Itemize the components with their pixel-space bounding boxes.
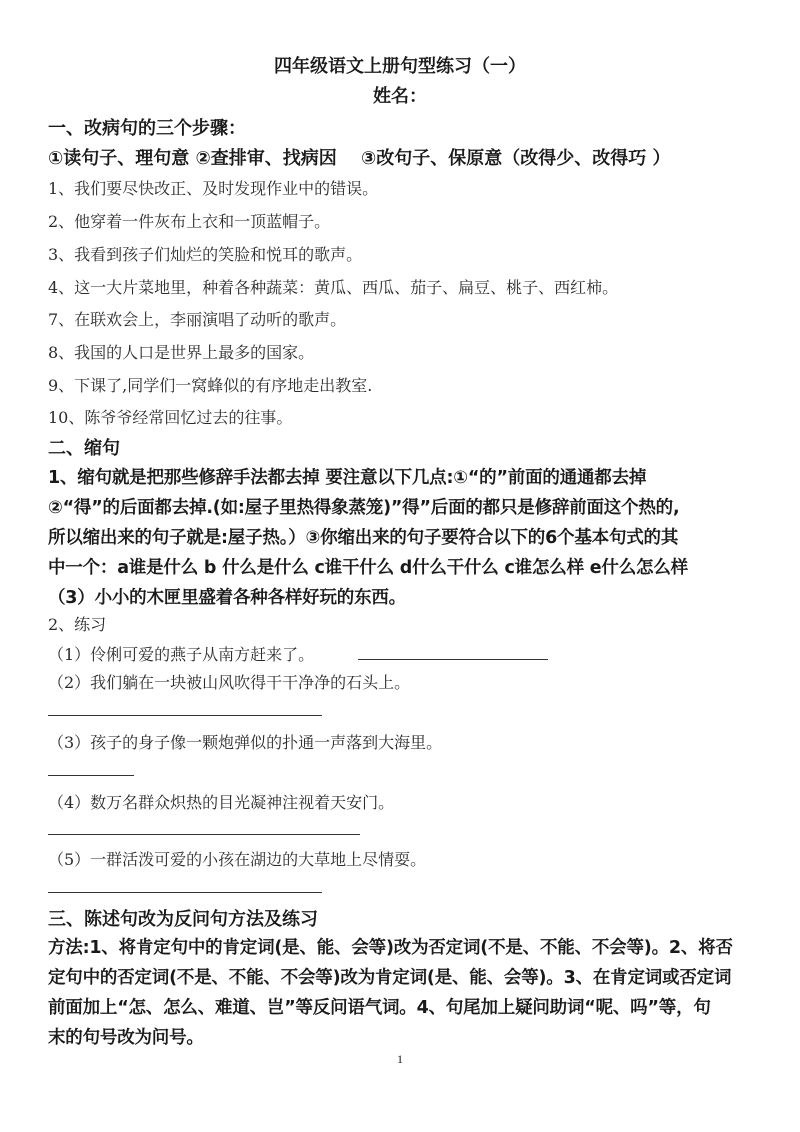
answer-line[interactable] bbox=[48, 834, 360, 835]
section2-paragraph-line: 所以缩出来的句子就是:屋子热。）③你缩出来的句子要符合以下的6个基本句式的其 bbox=[48, 528, 679, 548]
section2-heading: 二、缩句 bbox=[48, 438, 120, 459]
list-item: 9、下课了,同学们一窝蜂似的有序地走出教室. bbox=[48, 376, 373, 395]
answer-line[interactable] bbox=[48, 892, 322, 893]
list-item: 4、这一大片菜地里，种着各种蔬菜：黄瓜、西瓜、茄子、扁豆、桃子、西红柿。 bbox=[48, 278, 619, 297]
section3-paragraph-line: 前面加上“怎、怎么、难道、岂”等反问语气词。4、句尾加上疑问助词“呢、吗”等，句 bbox=[48, 998, 711, 1018]
list-item: 1、我们要尽快改正、及时发现作业中的错误。 bbox=[48, 179, 379, 198]
list-item: 10、陈爷爷经常回忆过去的往事。 bbox=[48, 408, 293, 427]
section2-paragraph-line: 1、缩句就是把那些修辞手法都去掉 要注意以下几点:①“的”前面的通通都去掉 bbox=[48, 468, 647, 488]
name-label: 姓名： bbox=[373, 86, 427, 107]
list-item: 3、我看到孩子们灿烂的笑脸和悦耳的歌声。 bbox=[48, 245, 363, 264]
section3-paragraph-line: 方法:1、将肯定句中的肯定词(是、能、会等)改为否定词(不是、不能、不会等)。2、将否 bbox=[48, 938, 733, 958]
practice-item: （1）伶俐可爱的燕子从南方赶来了。 bbox=[48, 645, 315, 664]
answer-line[interactable] bbox=[48, 715, 322, 716]
section2-paragraph-line: 中一个：a谁是什么 b 什么是什么 c谁干什么 d什么干什么 c谁怎么样 e什么怎么样 bbox=[48, 558, 688, 578]
page-title: 四年级语文上册句型练习（一） bbox=[274, 56, 526, 77]
list-item: 8、我国的人口是世界上最多的国家。 bbox=[48, 343, 315, 362]
list-item: 2、他穿着一件灰布上衣和一顶蓝帽子。 bbox=[48, 212, 331, 231]
answer-line[interactable] bbox=[358, 659, 548, 660]
practice-item: （3）孩子的身子像一颗炮弹似的扑通一声落到大海里。 bbox=[48, 733, 443, 752]
section2-paragraph-line: ②“得”的后面都去掉.(如:屋子里热得象蒸笼)”得”后面的都只是修辞前面这个热的, bbox=[48, 498, 680, 518]
practice-item: （2）我们躺在一块被山风吹得干干净净的石头上。 bbox=[48, 673, 411, 692]
section3-paragraph-line: 定句中的否定词(不是、不能、不会等)改为肯定词(是、能、会等)。3、在肯定词或否定词 bbox=[48, 968, 732, 988]
practice-heading: 2、练习 bbox=[48, 615, 107, 634]
practice-item: （5）一群活泼可爱的小孩在湖边的大草地上尽情耍。 bbox=[48, 850, 427, 869]
section1-heading: 一、改病句的三个步骤： bbox=[48, 118, 246, 139]
practice-item: （4）数万名群众炽热的目光凝神注视着天安门。 bbox=[48, 793, 395, 812]
section3-heading: 三、陈述句改为反问句方法及练习 bbox=[48, 909, 318, 930]
section2-paragraph-line: （3）小小的木匣里盛着各种各样好玩的东西。 bbox=[48, 588, 406, 608]
section1-steps: ①读句子、理句意 ②查排审、找病因 ③改句子、保原意（改得少、改得巧 ） bbox=[48, 148, 671, 169]
section3-paragraph-line: 末的句号改为问号。 bbox=[48, 1028, 204, 1048]
list-item: 7、在联欢会上，李丽演唱了动听的歌声。 bbox=[48, 310, 347, 329]
page-number: 1 bbox=[397, 1052, 403, 1066]
answer-line[interactable] bbox=[48, 775, 134, 776]
